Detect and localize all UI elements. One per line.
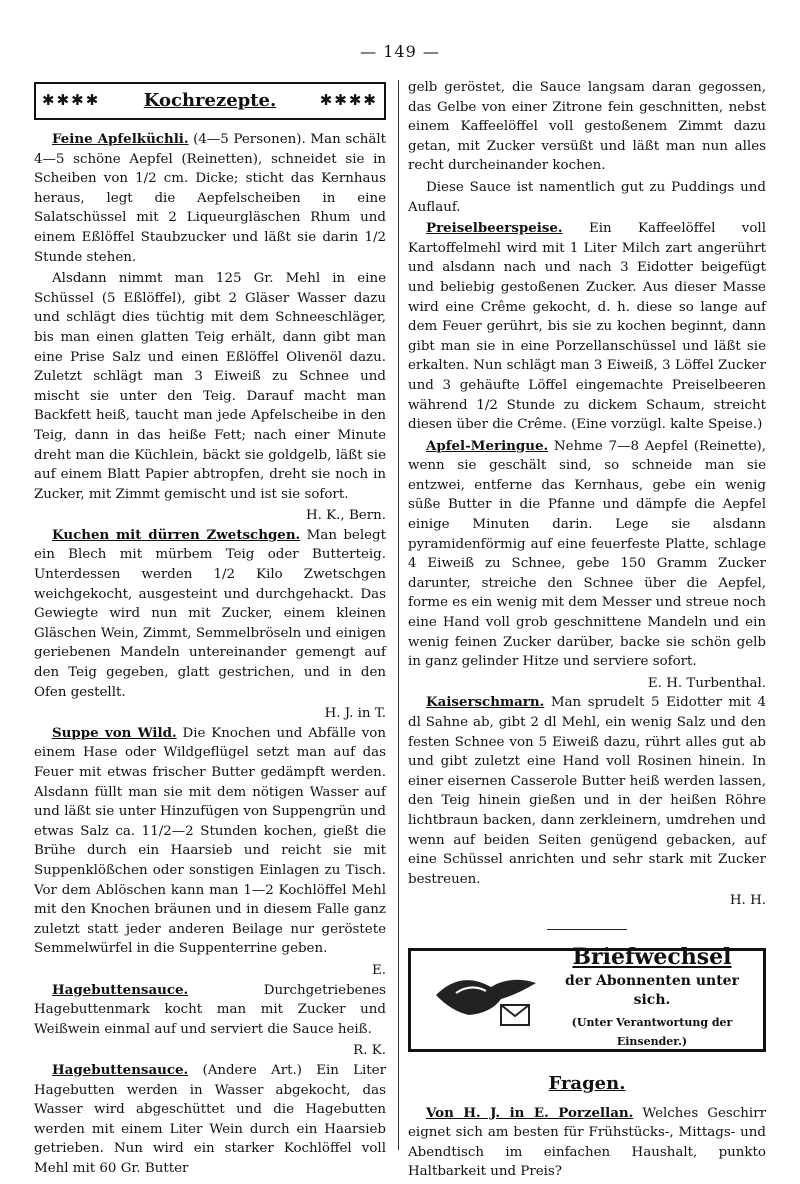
briefwechsel-text — [551, 943, 753, 1052]
recipe-title: Apfel-Meringue. — [426, 437, 549, 454]
page-number: — 149 — — [360, 42, 440, 61]
left-column — [34, 82, 386, 1180]
recipe-text: Man sprudelt 5 Eidotter mit 4 dl Sahne ab, gibt 2 dl Mehl, ein wenig Salz und den festen Schnee von 5 Eiweiß dazu, rührt alles gut ab und gibt zuletzt eine Hand voll Rosinen hinein. In einer eisernen Casserole Butter heiß werden lassen, den Teig hinein gießen und in der heißen Röhre lichtbraun backen, dann zerkleinern, umdrehen und wenn auf beiden Seiten genügend gebacken, auf eine Schüssel anrichten und sehr stark mit Zucker bestreuen. — [408, 695, 766, 887]
section-header-box — [34, 82, 386, 120]
ornament-right-icon: ✱✱✱✱ — [319, 91, 378, 110]
bird-illustration — [431, 965, 541, 1035]
briefwechsel-title: Briefwechsel — [572, 943, 732, 970]
recipe-text: (Andere Art.) Ein Liter Hagebutten werden in Wasser abgekocht, das Wasser wird abgeschüttet und die Hagebutten werden mit einem Liter Wein durch ein Haarsieb getrieben. Nun wird ein starker Kochlöffel voll Mehl mit 60 Gr. Butter — [34, 1062, 386, 1176]
signature: H. K., Bern. — [305, 508, 386, 524]
recipe-title: Preiselbeerspeise. — [426, 220, 563, 237]
recipe-title: Suppe von Wild. — [52, 724, 177, 741]
signature: H. J. in T. — [324, 706, 386, 722]
signature: E. H. Turbenthal. — [647, 675, 766, 691]
recipe-title: Feine Apfelküchli. — [52, 131, 189, 147]
recipe-apfel-meringue — [408, 437, 766, 672]
recipe-text: Nehme 7—8 Aepfel (Reinette), wenn sie geschält sind, so schneide man sie entzwei, entferne das Kernhaus, gebe ein wenig süße Butter in die Pfanne und dämpfe die Aepfel einige Minuten darin. Lege sie alsdann pyramidenförmig auf eine feuerfeste Platte, schlage 4 Eiweiß zu Schnee, gebe 150 Gramm Zucker darunter, streiche den Schnee über die Aepfel, forme es ein wenig mit dem Messer und streue noch eine Hand voll grob geschnittene Mandeln und ein wenig feinen Zucker darüber, backe sie schön gelb in ganz gelinder Hitze und serviere sofort. — [408, 438, 766, 670]
separator — [547, 929, 627, 930]
recipe-zwetschgen — [34, 526, 386, 702]
recipe-text: Durchgetriebenes Hagebuttenmark kocht man mit Zucker und Weißwein einmal auf und serviert die Sauce heiß. — [34, 982, 386, 1037]
recipe-apfelkuechli — [34, 130, 386, 267]
briefwechsel-note: (Unter Verantwortung der Einsender.) — [571, 1015, 733, 1049]
signature: H. H. — [729, 893, 766, 909]
recipe-text: Diese Sauce ist namentlich gut zu Puddings und Auflauf. — [408, 179, 766, 215]
column-rule — [398, 80, 399, 1150]
question-title: Von H. J. in E. Porzellan. — [426, 1104, 634, 1121]
recipe-text: Man belegt ein Blech mit mürbem Teig oder Butterteig. Unterdessen werden 1/2 Kilo Zwetschgen weichgekocht, ausgesteint und durchgehackt. Das Gewiegte wird nun mit Zucker, einem kleinen Gläschen Wein, Zimmt, Semmelbröseln und einigen geriebenen Mandeln untereinander gemengt auf den Teig gegeben, glatt gestrichen, und in den Ofen gestellt. — [34, 527, 386, 700]
recipe-title: Kuchen mit dürren Zwetschgen. — [52, 526, 301, 543]
recipe-text: gelb geröstet, die Sauce langsam daran gegossen, das Gelbe von einer Zitrone fein geschnitten, nebst einem Kaffeelöffel voll gestoßenem Zimmt dazu getan, mit Zucker versüßt und läßt man nun alles recht durcheinander kochen. — [408, 80, 766, 174]
fragen-heading: Fragen. — [548, 1072, 626, 1094]
section-title: Kochrezepte. — [143, 90, 277, 112]
question-text: Welches Geschirr eignet sich am besten für Frühstücks-, Mittags- und Abendtisch im einfachen Haushalt, punkto Haltbarkeit und Preis? — [408, 1105, 766, 1180]
recipe-wild — [34, 724, 386, 959]
recipe-title: Hagebuttensauce. — [52, 981, 189, 998]
recipe-preiselbeerspeise — [408, 219, 766, 435]
signature: E. — [371, 962, 386, 978]
recipe-hagebuttensauce-2 — [34, 1061, 386, 1179]
recipe-text: Alsdann nimmt man 125 Gr. Mehl in eine Schüssel (5 Eßlöffel), gibt 2 Gläser Wasser dazu und schlägt dies tüchtig mit dem Schneeschläger, bis man einen glatten Teig erhält, dann gibt man eine Prise Salz und einen Eßlöffel Olivenöl dazu. Zuletzt schlägt man 3 Eiweiß zu Schnee und mischt sie unter den Teig. Darauf macht man Backfett heiß, taucht man jede Apfelscheibe in den Teig, dann in das heiße Fett; nach einer Minute dreht man die Küchlein, bäckt sie goldgelb, läßt sie auf einem Blatt Papier abtropfen, dreht sie noch in Zucker, mit Zimmt gemischt und ist sie sofort. — [34, 271, 386, 502]
recipe-title: Hagebuttensauce. — [52, 1061, 189, 1078]
recipe-hagebuttensauce — [34, 981, 386, 1040]
briefwechsel-subtitle: der Abonnenten unter sich. — [565, 972, 739, 1009]
recipe-text: Ein Kaffeelöffel voll Kartoffelmehl wird mit 1 Liter Milch zart angerührt und alsdann nach und nach 3 Eidotter beigefügt und beliebig gestoßenen Zucker. Aus dieser Masse wird eine Crême gekocht, d. h. diese so lange auf dem Feuer gerührt, bis sie zu kochen beginnt, dann gibt man sie in eine Porzellanschüssel und läßt sie erkalten. Nun schlägt man 3 Eiweiß, 3 Löffel Zucker und 3 gehäufte Löffel eingemachte Preiselbeeren während 1/2 Stunde zu dickem Schaum, streicht diesen über die Crême. (Eine vorzügl. kalte Speise.) — [408, 221, 766, 433]
signature: R. K. — [353, 1043, 386, 1059]
bird-with-letter-icon — [421, 965, 551, 1035]
recipe-kaiserschmarn — [408, 693, 766, 889]
briefwechsel-box — [408, 943, 766, 1052]
recipe-text: (4—5 Personen). Man schält 4—5 schöne Aepfel (Reinetten), schneidet sie in Scheiben von 1/2 cm. Dicke; sticht das Kernhaus heraus, legt die Aepfelscheiben in eine Salatschüssel mit 2 Liqueurgläschen Rhum und einem Eßlöffel Staubzucker und läßt sie darin 1/2 Stunde stehen. — [34, 132, 386, 265]
recipe-title: Kaiserschmarn. — [426, 694, 545, 711]
right-column — [408, 78, 766, 1184]
question-porzellan — [408, 1104, 766, 1182]
recipe-text: Die Knochen und Abfälle von einem Hase oder Wildgeflügel setzt man auf das Feuer mit etwas frischer Butter gedämpft werden. Alsdann füllt man sie mit dem nötigen Wasser auf und läßt sie unter Hinzufügen von Suppengrün und etwas Salz ca. 11/2—2 Stunden kochen, gießt die Brühe durch ein Haarsieb und reicht sie mit Suppenklößchen oder sonstigen Einlagen zu Tisch. Vor dem Ablöschen kann man 1—2 Kochlöffel Mehl mit den Knochen bräunen und in diesem Falle ganz zuletzt statt jeder anderen Beilage nur geröstete Semmelwürfel in die Suppenterrine geben. — [34, 725, 386, 957]
ornament-left-icon: ✱✱✱✱ — [42, 91, 101, 110]
